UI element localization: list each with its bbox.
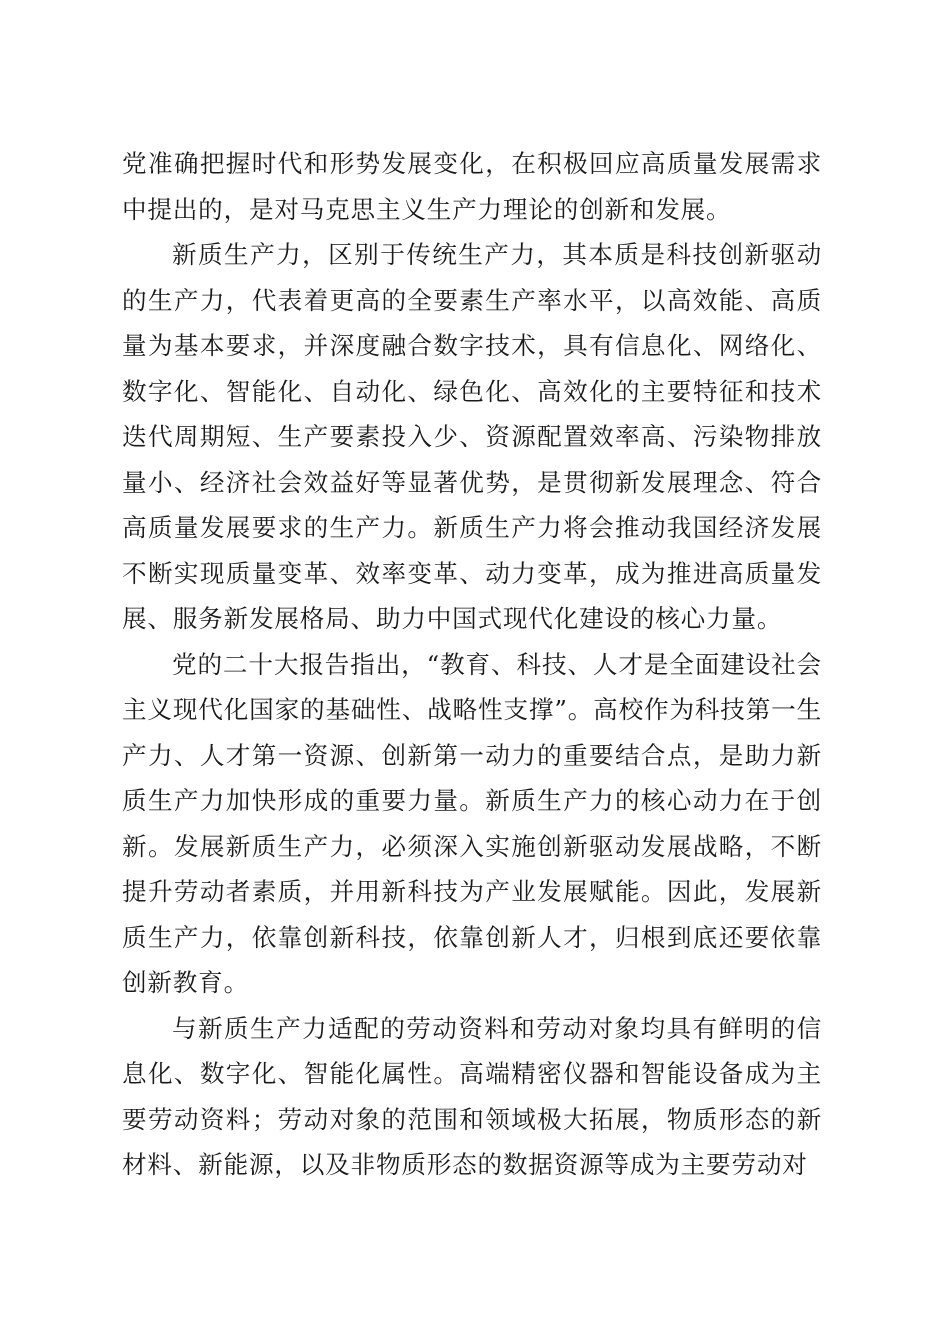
- paragraph-labor-materials-objects: 与新质生产力适配的劳动资料和劳动对象均具有鲜明的信息化、数字化、智能化属性。高端精密仪器和智能设备成为主要劳动资料；劳动对象的范围和领域极大拓展，物质形态的新材料、新能源，以及非物质形态的数据资源等成为主要劳动对: [122, 1013, 822, 1179]
- paragraph-continuation: 党准确把握时代和形势发展变化，在积极回应高质量发展需求中提出的，是对马克思主义生产力理论的创新和发展。: [122, 149, 822, 224]
- document-body: [122, 141, 822, 1188]
- paragraph-new-productive-forces-definition: 新质生产力，区别于传统生产力，其本质是科技创新驱动的生产力，代表着更高的全要素生产率水平，以高效能、高质量为基本要求，并深度融合数字技术，具有信息化、网络化、数字化、智能化、自动化、绿色化、高效化的主要特征和技术迭代周期短、生产要素投入少、资源配置效率高、污染物排放量小、经济社会效益好等显著优势，是贯彻新发展理念、符合高质量发展要求的生产力。新质生产力将会推动我国经济发展不断实现质量变革、效率变革、动力变革，成为推进高质量发展、服务新发展格局、助力中国式现代化建设的核心力量。: [122, 240, 822, 633]
- paragraph-education-science-talent: 党的二十大报告指出，“教育、科技、人才是全面建设社会主义现代化国家的基础性、战略性支撑”。高校作为科技第一生产力、人才第一资源、创新第一动力的重要结合点，是助力新质生产力加快形成的重要力量。新质生产力的核心动力在于创新。发展新质生产力，必须深入实施创新驱动发展战略，不断提升劳动者素质，并用新科技为产业发展赋能。因此，发展新质生产力，依靠创新科技，依靠创新人才，归根到底还要依靠创新教育。: [122, 649, 822, 997]
